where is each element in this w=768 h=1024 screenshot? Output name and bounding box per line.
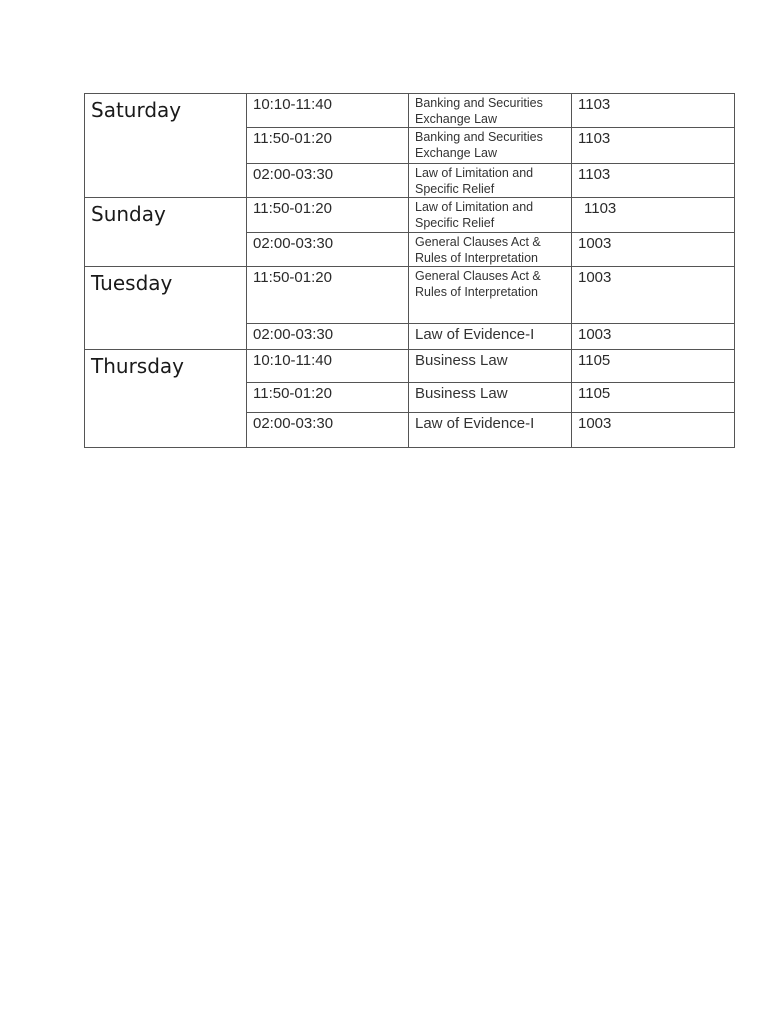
day-cell: Saturday	[85, 94, 247, 198]
room-cell: 1003	[572, 267, 735, 324]
room-cell: 1103	[572, 128, 735, 164]
subject-cell: General Clauses Act & Rules of Interpretation	[409, 267, 572, 324]
day-cell: Tuesday	[85, 267, 247, 350]
subject-cell: Business Law	[409, 350, 572, 383]
time-cell: 10:10-11:40	[247, 94, 409, 128]
time-cell: 10:10-11:40	[247, 350, 409, 383]
room-cell: 1105	[572, 350, 735, 383]
room-cell: 1105	[572, 383, 735, 413]
subject-cell: Law of Limitation and Specific Relief	[409, 164, 572, 198]
table-row	[85, 350, 735, 383]
time-cell: 02:00-03:30	[247, 413, 409, 448]
room-cell: 1103	[572, 94, 735, 128]
room-cell: 1103	[572, 164, 735, 198]
time-cell: 02:00-03:30	[247, 233, 409, 267]
subject-cell: General Clauses Act & Rules of Interpretation	[409, 233, 572, 267]
room-cell: 1103	[572, 198, 735, 233]
time-cell: 02:00-03:30	[247, 164, 409, 198]
room-cell: 1003	[572, 324, 735, 350]
room-cell: 1003	[572, 233, 735, 267]
table-row	[85, 267, 735, 324]
room-cell: 1003	[572, 413, 735, 448]
subject-cell: Business Law	[409, 383, 572, 413]
time-cell: 11:50-01:20	[247, 267, 409, 324]
time-cell: 11:50-01:20	[247, 198, 409, 233]
table-row	[85, 94, 735, 128]
class-schedule-table	[84, 93, 735, 448]
subject-cell: Law of Limitation and Specific Relief	[409, 198, 572, 233]
day-cell: Thursday	[85, 350, 247, 448]
subject-cell: Law of Evidence-I	[409, 413, 572, 448]
subject-cell: Banking and Securities Exchange Law	[409, 94, 572, 128]
subject-cell: Law of Evidence-I	[409, 324, 572, 350]
time-cell: 11:50-01:20	[247, 128, 409, 164]
table-row	[85, 198, 735, 233]
time-cell: 11:50-01:20	[247, 383, 409, 413]
subject-cell: Banking and Securities Exchange Law	[409, 128, 572, 164]
day-cell: Sunday	[85, 198, 247, 267]
time-cell: 02:00-03:30	[247, 324, 409, 350]
